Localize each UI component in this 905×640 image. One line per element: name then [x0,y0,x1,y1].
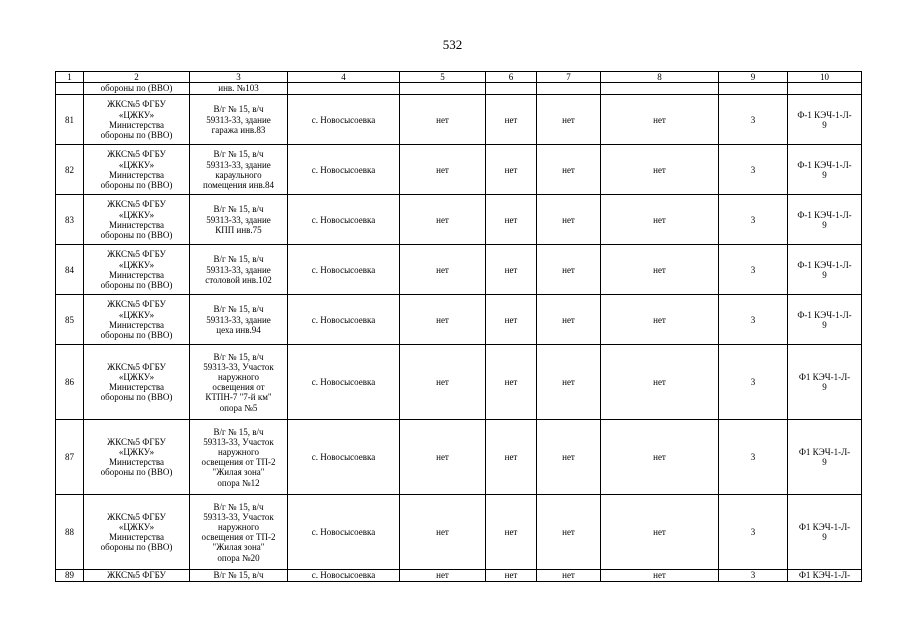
cell-num: 84 [56,245,84,295]
cell-10: Ф-1 КЭЧ-1-Л- 9 [788,195,862,245]
cell-10: Ф1 КЭЧ-1-Л- 9 [788,420,862,495]
column-header: 4 [288,72,400,83]
cell-9: 3 [719,570,788,582]
cell-7: нет [537,95,601,145]
cell-9: 3 [719,145,788,195]
page-number: 532 [442,37,463,52]
column-header: 7 [537,72,601,83]
cell-org: ЖКС№5 ФГБУ «ЦЖКУ» Министерства обороны по (ВВО) [84,345,190,420]
column-header: 3 [190,72,288,83]
cell-10 [788,83,862,95]
cell-object: В/г № 15, в/ч 59313-33, Участок наружного освещения от ТП-2 "Жилая зона" опора №20 [190,495,288,570]
cell-6: нет [486,295,537,345]
cell-6: нет [486,420,537,495]
cell-6: нет [486,345,537,420]
cell-5: нет [400,495,486,570]
column-header: 6 [486,72,537,83]
table-row-partial [56,570,862,582]
cell-7: нет [537,145,601,195]
cell-5: нет [400,420,486,495]
cell-location: с. Новосысоевка [288,145,400,195]
cell-5: нет [400,345,486,420]
cell-6: нет [486,495,537,570]
cell-5 [400,83,486,95]
cell-9: 3 [719,295,788,345]
cell-num: 81 [56,95,84,145]
cell-object: В/г № 15, в/ч 59313-33, Участок наружного освещения от КТПН-7 "7-й км" опора №5 [190,345,288,420]
cell-num [56,83,84,95]
cell-7: нет [537,195,601,245]
table-row [56,145,862,195]
column-header: 1 [56,72,84,83]
cell-5: нет [400,295,486,345]
cell-org: ЖКС№5 ФГБУ «ЦЖКУ» Министерства обороны по (ВВО) [84,195,190,245]
cell-location: с. Новосысоевка [288,495,400,570]
column-header: 10 [788,72,862,83]
cell-object: В/г № 15, в/ч 59313-33, здание цеха инв.94 [190,295,288,345]
cell-org: обороны по (ВВО) [84,83,190,95]
column-header: 5 [400,72,486,83]
cell-org: ЖКС№5 ФГБУ «ЦЖКУ» Министерства обороны по (ВВО) [84,145,190,195]
cell-num: 87 [56,420,84,495]
cell-num: 85 [56,295,84,345]
cell-8: нет [601,345,719,420]
cell-8 [601,83,719,95]
cell-10: Ф1 КЭЧ-1-Л- [788,570,862,582]
cell-location: с. Новосысоевка [288,245,400,295]
cell-9: 3 [719,195,788,245]
cell-7: нет [537,295,601,345]
cell-10: Ф1 КЭЧ-1-Л- 9 [788,495,862,570]
cell-org: ЖКС№5 ФГБУ «ЦЖКУ» Министерства обороны по (ВВО) [84,95,190,145]
continuation-row [56,83,862,95]
cell-7: нет [537,420,601,495]
cell-6: нет [486,570,537,582]
cell-location: с. Новосысоевка [288,295,400,345]
cell-9: 3 [719,495,788,570]
cell-6: нет [486,95,537,145]
cell-7: нет [537,345,601,420]
header-row [56,72,862,83]
cell-6: нет [486,245,537,295]
cell-5: нет [400,570,486,582]
cell-location: с. Новосысоевка [288,95,400,145]
cell-org: ЖКС№5 ФГБУ [84,570,190,582]
column-header: 8 [601,72,719,83]
cell-location: с. Новосысоевка [288,345,400,420]
table-row [56,420,862,495]
cell-5: нет [400,245,486,295]
cell-8: нет [601,145,719,195]
cell-8: нет [601,245,719,295]
table-row [56,195,862,245]
cell-org: ЖКС№5 ФГБУ «ЦЖКУ» Министерства обороны по (ВВО) [84,245,190,295]
cell-10: Ф-1 КЭЧ-1-Л- 9 [788,245,862,295]
cell-object: В/г № 15, в/ч 59313-33, Участок наружного освещения от ТП-2 "Жилая зона" опора №12 [190,420,288,495]
cell-7: нет [537,570,601,582]
table-row [56,345,862,420]
cell-object: В/г № 15, в/ч 59313-33, здание КПП инв.75 [190,195,288,245]
cell-10: Ф-1 КЭЧ-1-Л- 9 [788,295,862,345]
cell-object: В/г № 15, в/ч [190,570,288,582]
cell-org: ЖКС№5 ФГБУ «ЦЖКУ» Министерства обороны по (ВВО) [84,420,190,495]
cell-object: В/г № 15, в/ч 59313-33, здание гаража инв.83 [190,95,288,145]
cell-7 [537,83,601,95]
cell-8: нет [601,495,719,570]
cell-8: нет [601,95,719,145]
cell-org: ЖКС№5 ФГБУ «ЦЖКУ» Министерства обороны по (ВВО) [84,495,190,570]
cell-9: 3 [719,345,788,420]
cell-location: с. Новосысоевка [288,570,400,582]
cell-8: нет [601,570,719,582]
cell-9 [719,83,788,95]
cell-10: Ф-1 КЭЧ-1-Л- 9 [788,95,862,145]
table-row [56,295,862,345]
cell-location: с. Новосысоевка [288,195,400,245]
cell-6: нет [486,145,537,195]
cell-location: с. Новосысоевка [288,420,400,495]
cell-location [288,83,400,95]
cell-9: 3 [719,95,788,145]
cell-7: нет [537,245,601,295]
column-header: 2 [84,72,190,83]
column-header: 9 [719,72,788,83]
cell-8: нет [601,295,719,345]
cell-num: 88 [56,495,84,570]
cell-10: Ф-1 КЭЧ-1-Л- 9 [788,145,862,195]
cell-org: ЖКС№5 ФГБУ «ЦЖКУ» Министерства обороны по (ВВО) [84,295,190,345]
cell-8: нет [601,420,719,495]
cell-6 [486,83,537,95]
table-row [56,495,862,570]
cell-10: Ф1 КЭЧ-1-Л- 9 [788,345,862,420]
cell-object: В/г № 15, в/ч 59313-33, здание столовой инв.102 [190,245,288,295]
cell-num: 89 [56,570,84,582]
cell-7: нет [537,495,601,570]
cell-num: 83 [56,195,84,245]
cell-object: инв. №103 [190,83,288,95]
cell-5: нет [400,145,486,195]
cell-9: 3 [719,245,788,295]
cell-6: нет [486,195,537,245]
cell-5: нет [400,95,486,145]
cell-num: 82 [56,145,84,195]
table-row [56,245,862,295]
cell-5: нет [400,195,486,245]
cell-9: 3 [719,420,788,495]
registry-table [55,71,862,582]
cell-8: нет [601,195,719,245]
table-row [56,95,862,145]
cell-num: 86 [56,345,84,420]
cell-object: В/г № 15, в/ч 59313-33, здание караульного помещения инв.84 [190,145,288,195]
